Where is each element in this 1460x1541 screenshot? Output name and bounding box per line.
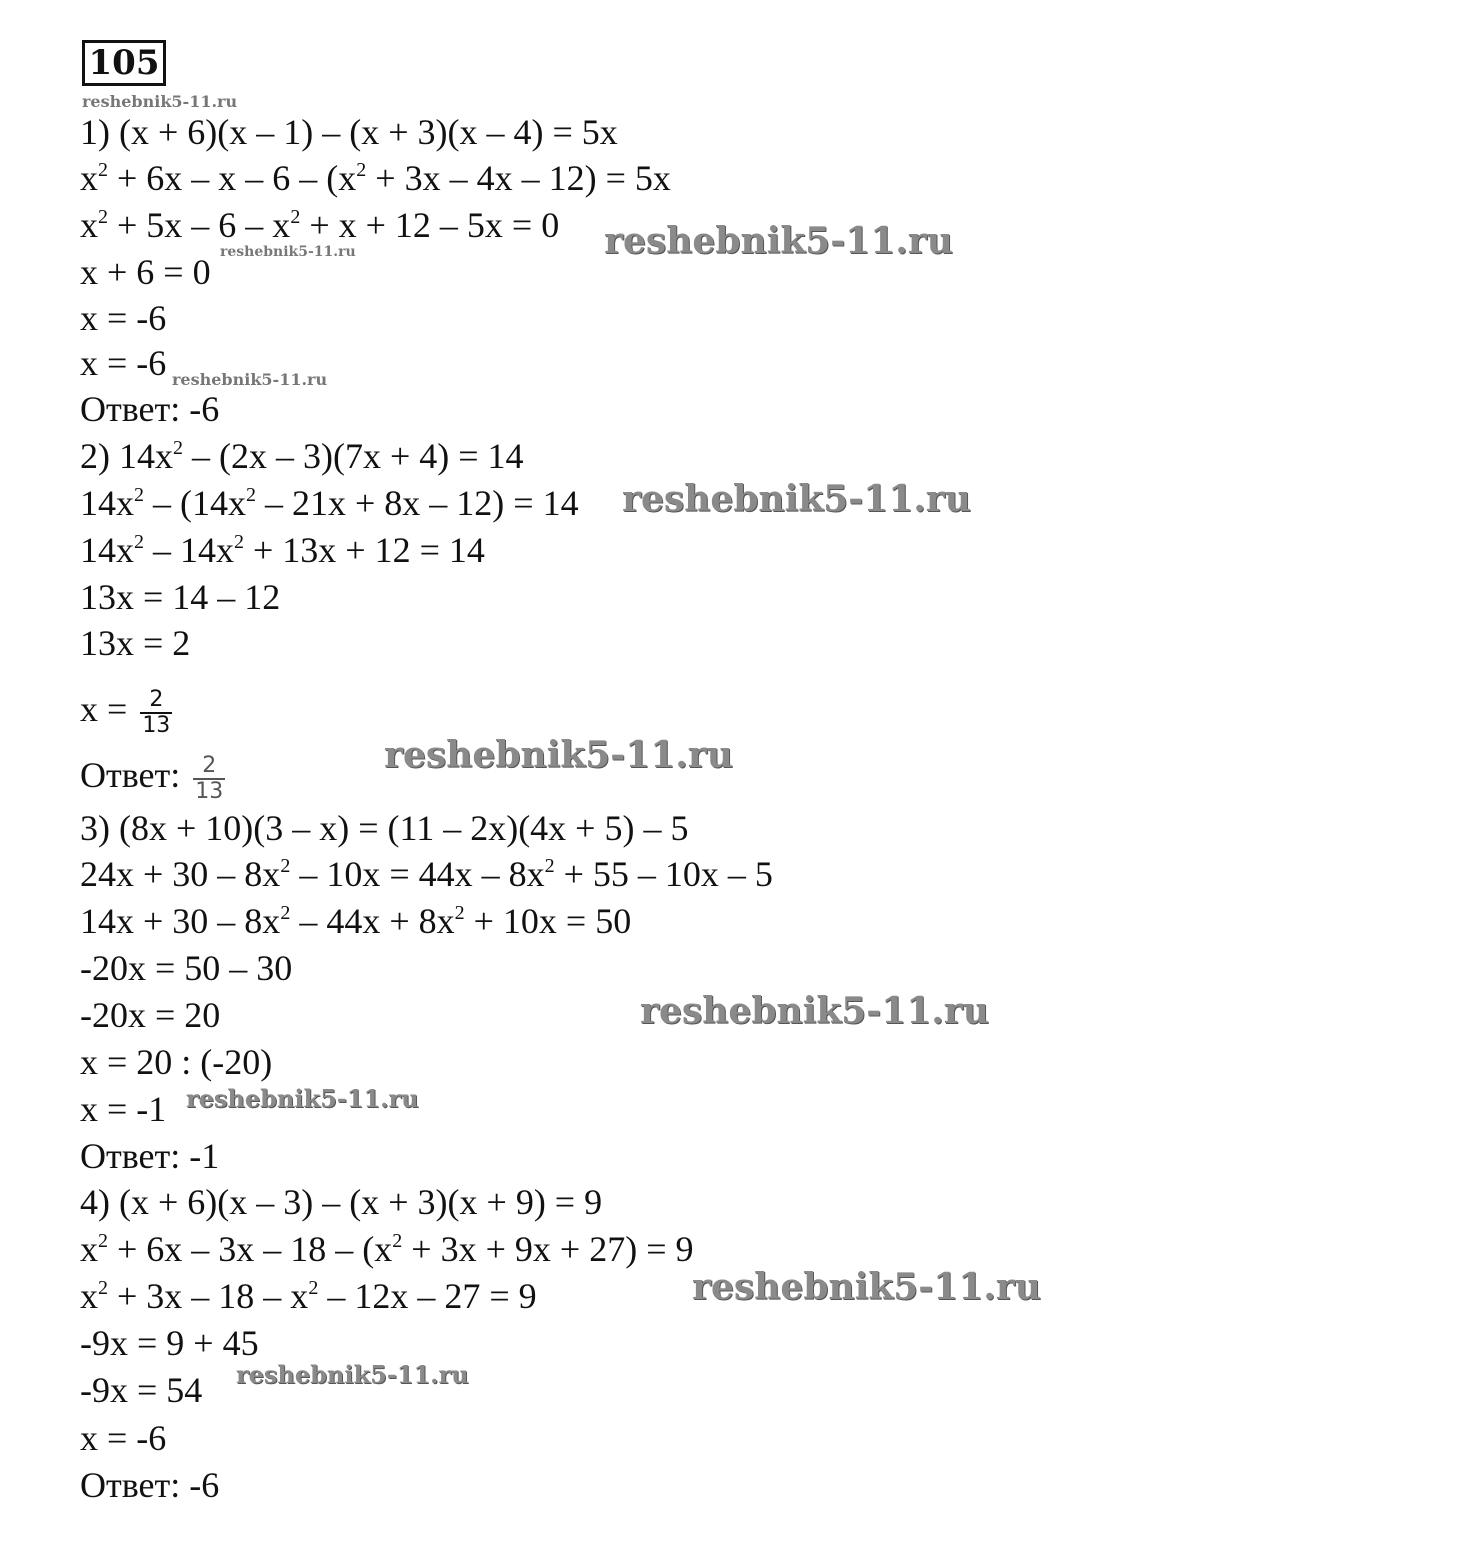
answer-line: Ответ: $\frac{2}{13}$ bbox=[80, 752, 224, 804]
answer-line: Ответ: -6 bbox=[80, 389, 220, 429]
equation-line: $14x + 30 - 8x^2 - 44x + 8x^2 + 10x = 50$ bbox=[80, 901, 632, 941]
equation-line: -9x = 54 bbox=[80, 1370, 203, 1410]
equation-line: $x^2 + 6x - 3x - 18 - (x^2 + 3x + 9x + 27) = 9$ bbox=[80, 1229, 694, 1269]
watermark: reshebnik5-11.ru bbox=[692, 1266, 1041, 1308]
watermark: reshebnik5-11.ru bbox=[236, 1360, 469, 1389]
equation-line: $14x^2 - 14x^2 + 13x + 12 = 14$ bbox=[80, 530, 485, 570]
watermark: reshebnik5-11.ru bbox=[622, 478, 971, 520]
fraction: $\frac{2}{13}$ bbox=[195, 752, 224, 804]
equation-line: x = 20 : (-20) bbox=[80, 1042, 273, 1082]
equation-line: -20x = 20 bbox=[80, 995, 221, 1035]
watermark: reshebnik5-11.ru bbox=[172, 370, 328, 389]
answer-line: Ответ: -1 bbox=[80, 1136, 220, 1176]
watermark: reshebnik5-11.ru bbox=[82, 92, 238, 111]
equation-line: $14x^2 - (14x^2 - 21x + 8x - 12) = 14$ bbox=[80, 483, 579, 523]
equation-line: x = -6 bbox=[80, 343, 167, 383]
equation-line: -20x = 50 – 30 bbox=[80, 948, 293, 988]
equation-line: 4) (x + 6)(x – 3) – (x + 3)(x + 9) = 9 bbox=[80, 1182, 603, 1222]
watermark: reshebnik5-11.ru bbox=[384, 734, 733, 776]
watermark: reshebnik5-11.ru bbox=[604, 220, 953, 262]
equation-line: 2) $14x^2 - (2x - 3)(7x + 4) = 14$ bbox=[80, 436, 524, 476]
equation-line: x = -6 bbox=[80, 298, 167, 338]
equation-line: x = -1 bbox=[80, 1089, 167, 1129]
answer-line: Ответ: -6 bbox=[80, 1465, 220, 1505]
problem-number: 105 bbox=[82, 40, 166, 86]
equation-line: x = -6 bbox=[80, 1418, 167, 1458]
equation-line: x = $\frac{2}{13}$ bbox=[80, 686, 171, 738]
watermark: reshebnik5-11.ru bbox=[186, 1084, 419, 1113]
equation-line: 13x = 2 bbox=[80, 623, 191, 663]
equation-line: x + 6 = 0 bbox=[80, 252, 211, 292]
fraction: $\frac{2}{13}$ bbox=[142, 686, 171, 738]
equation-line: $x^2 + 3x - 18 - x^2 - 12x - 27 = 9$ bbox=[80, 1276, 537, 1316]
equation-line: $x^2 + 6x - x - 6 - (x^2 + 3x - 4x - 12) = 5x$ bbox=[80, 158, 671, 198]
equation-line: -9x = 9 + 45 bbox=[80, 1323, 259, 1363]
equation-line: 13x = 14 – 12 bbox=[80, 577, 281, 617]
watermark: reshebnik5-11.ru bbox=[220, 244, 356, 260]
equation-line: 3) (8x + 10)(3 – x) = (11 – 2x)(4x + 5) – 5 bbox=[80, 808, 689, 848]
equation-line: $24x + 30 - 8x^2 - 10x = 44x - 8x^2 + 55 - 10x - 5$ bbox=[80, 854, 773, 894]
watermark: reshebnik5-11.ru bbox=[640, 990, 989, 1032]
equation-line: 1) (x + 6)(x – 1) – (x + 3)(x – 4) = 5x bbox=[80, 112, 618, 152]
equation-line: $x^2 + 5x - 6 - x^2 + x + 12 - 5x = 0$ bbox=[80, 205, 560, 245]
